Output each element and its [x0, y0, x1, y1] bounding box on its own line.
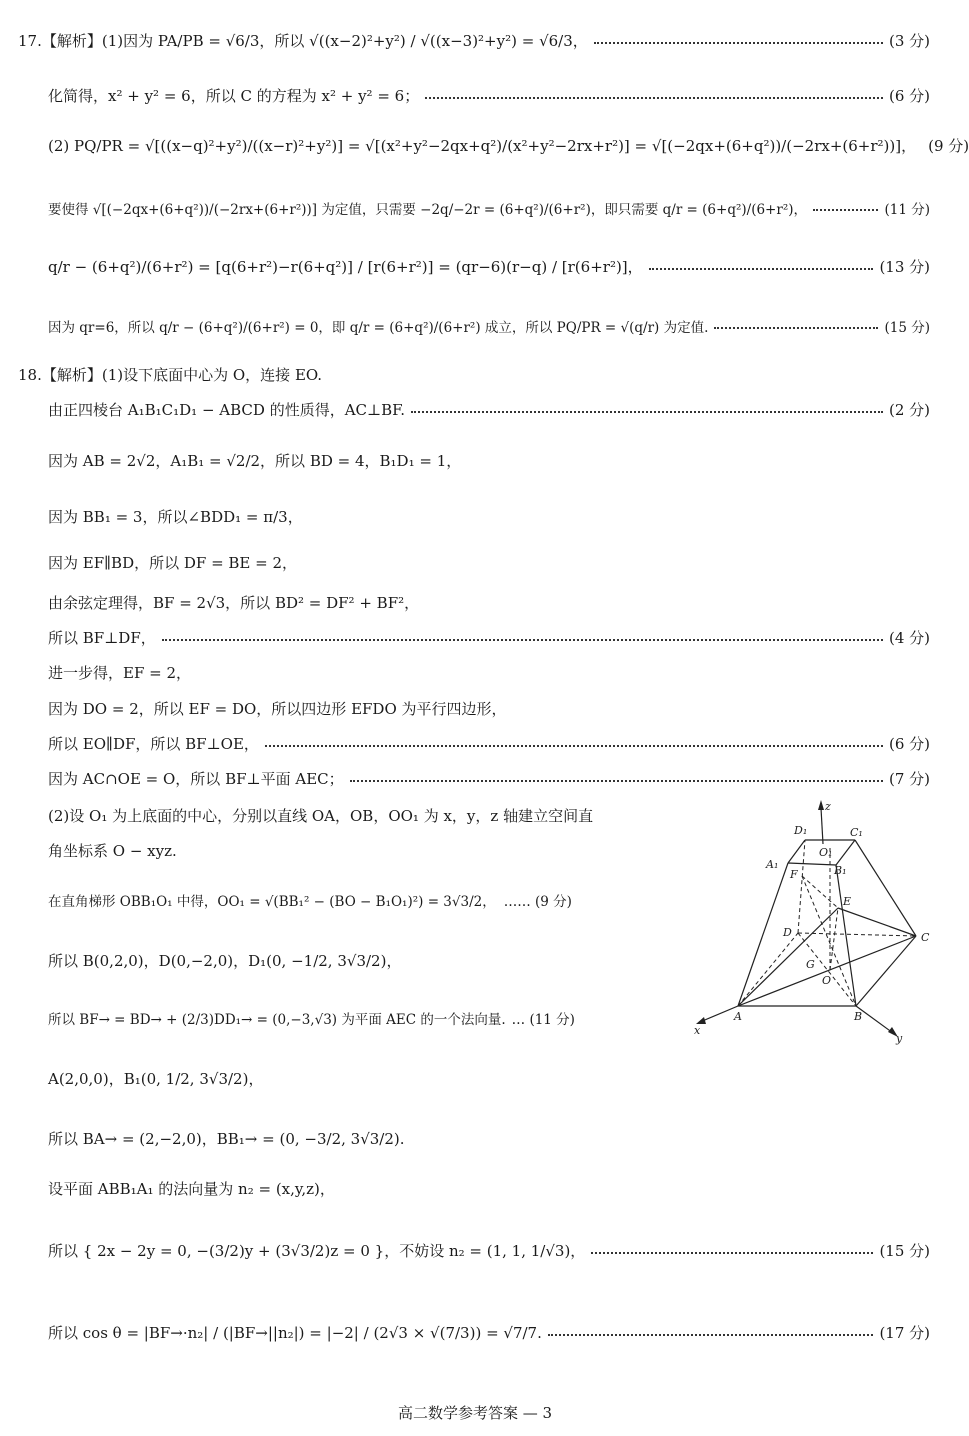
x-axis [700, 1006, 738, 1022]
line-18-15: 所以 B(0,2,0)，D(0,−2,0)，D₁(0, −1/2, 3√3/2)， [48, 952, 402, 970]
line-17-3: (2) PQ/PR = √[((x−q)²+y²)/((x−r)²+y²)] = √[(x²+y²−2qx+q²)/(x²+y²−2rx+r²)] = √[(−2qx+(6+q²))/(−2rx+(6+r²))]， (9 分) [48, 137, 969, 155]
line-18-8: 进一步得，EF = 2， [48, 664, 192, 682]
line-18-4: 因为 BB₁ = 3，所以∠BDD₁ = π/3， [48, 508, 303, 526]
line-17-4: 要使得 √[(−2qx+(6+q²))/(−2rx+(6+r²))] 为定值，只需要 −2q/−2r = (6+q²)/(6+r²)，即只需要 q/r = (6+q²)/(6+r²)， (11 分) [48, 202, 930, 218]
line-18-3: 因为 AB = 2√2，A₁B₁ = √2/2，所以 BD = 4，B₁D₁ = 1， [48, 452, 462, 470]
label-d1: D₁ [794, 824, 808, 837]
edge-dd1 [798, 840, 805, 933]
x-arrow [696, 1017, 706, 1024]
line-17-2: 化简得，x² + y² = 6，所以 C 的方程为 x² + y² = 6； (6 分) [48, 87, 930, 105]
line-17-5: q/r − (6+q²)/(6+r²) = [q(6+r²)−r(6+q²)] / [r(6+r²)] = (qr−6)(r−q) / [r(6+r²)]， (13 分) [48, 258, 930, 276]
label-x: x [694, 1024, 701, 1037]
label-g: G [806, 958, 815, 971]
label-o1: O₁ [819, 846, 833, 859]
line-17-1: 17.【解析】(1)因为 PA/PB = √6/3，所以 √((x−2)²+y²) / √((x−3)²+y²) = √6/3， (3 分) [18, 32, 930, 50]
line-ec [838, 908, 916, 936]
edge-cc1 [855, 840, 916, 936]
z-axis [821, 808, 823, 844]
label-y: y [896, 1032, 903, 1045]
line-18-17: A(2,0,0)，B₁(0, 1/2, 3√3/2)， [48, 1070, 264, 1088]
z-arrow [818, 800, 824, 810]
line-18-16: 所以 BF→ = BD→ + (2/3)DD₁→ = (0,−3,√3) 为平面 AEC 的一个法向量. … (11 分) [48, 1012, 575, 1028]
label-o: O [822, 974, 832, 987]
edge-b1a1 [788, 863, 836, 865]
label-b: B [854, 1010, 863, 1023]
edge-dc [798, 933, 916, 936]
line-18-13: 角坐标系 O − xyz. [48, 842, 177, 860]
line-18-12: (2)设 O₁ 为上底面的中心，分别以直线 OA，OB，OO₁ 为 x，y，z 轴建立空间直 [48, 807, 594, 825]
label-d: D [783, 926, 792, 939]
label-a: A [734, 1010, 742, 1023]
line-18-9: 因为 DO = 2，所以 EF = DO，所以四边形 EFDO 为平行四边形， [48, 700, 507, 718]
line-18-19: 设平面 ABB₁A₁ 的法向量为 n₂ = (x,y,z)， [48, 1180, 335, 1198]
line-18-7: 所以 BF⊥DF， (4 分) [48, 629, 930, 647]
line-18-14: 在直角梯形 OBB₁O₁ 中得，OO₁ = √(BB₁² − (BO − B₁O₁)²) = 3√3/2， …… (9 分) [48, 894, 572, 910]
line-18-11: 因为 AC∩OE = O，所以 BF⊥平面 AEC； (7 分) [48, 770, 930, 788]
page-footer: 高二数学参考答案 — 3 [397, 1404, 553, 1422]
edge-aa1 [738, 863, 788, 1006]
line-18-20: 所以 { 2x − 2y = 0, −(3/2)y + (3√3/2)z = 0 }，不妨设 n₂ = (1, 1, 1/√3)， (15 分) [48, 1242, 930, 1260]
label-a1: A₁ [766, 858, 779, 871]
label-e: E [843, 895, 852, 908]
line-18-2: 由正四棱台 A₁B₁C₁D₁ − ABCD 的性质得，AC⊥BF. (2 分) [48, 401, 930, 419]
line-ac [738, 936, 916, 1006]
line-17-6: 因为 qr=6，所以 q/r − (6+q²)/(6+r²) = 0，即 q/r = (6+q²)/(6+r²) 成立，所以 PQ/PR = √(q/r) 为定值. (15 分) [48, 320, 930, 336]
line-18-18: 所以 BA→ = (2,−2,0)，BB₁→ = (0, −3/2, 3√3/2). [48, 1130, 405, 1148]
edge-c1b1 [836, 840, 855, 865]
label-b1: B₁ [834, 864, 847, 877]
label-c: C [921, 931, 930, 944]
line-18-1: 18.【解析】(1)设下底面中心为 O，连接 EO. [18, 366, 323, 384]
label-f: F [790, 868, 798, 881]
frustum-diagram [688, 798, 933, 1048]
edge-ad [738, 933, 798, 1006]
line-18-5: 因为 EF∥BD，所以 DF = BE = 2， [48, 554, 298, 572]
label-z: z [825, 800, 831, 813]
edge-a1d1 [788, 840, 805, 863]
line-fe [802, 876, 838, 908]
line-18-21: 所以 cos θ = |BF→·n₂| / (|BF→||n₂|) = |−2| / (2√3 × √(7/3)) = √7/7. (17 分) [48, 1324, 930, 1342]
line-18-10: 所以 EO∥DF，所以 BF⊥OE， (6 分) [48, 735, 930, 753]
edge-bc [856, 936, 916, 1006]
label-c1: C₁ [850, 826, 863, 839]
line-18-6: 由余弦定理得，BF = 2√3，所以 BD² = DF² + BF²， [48, 594, 420, 612]
line-ae [738, 908, 838, 1006]
